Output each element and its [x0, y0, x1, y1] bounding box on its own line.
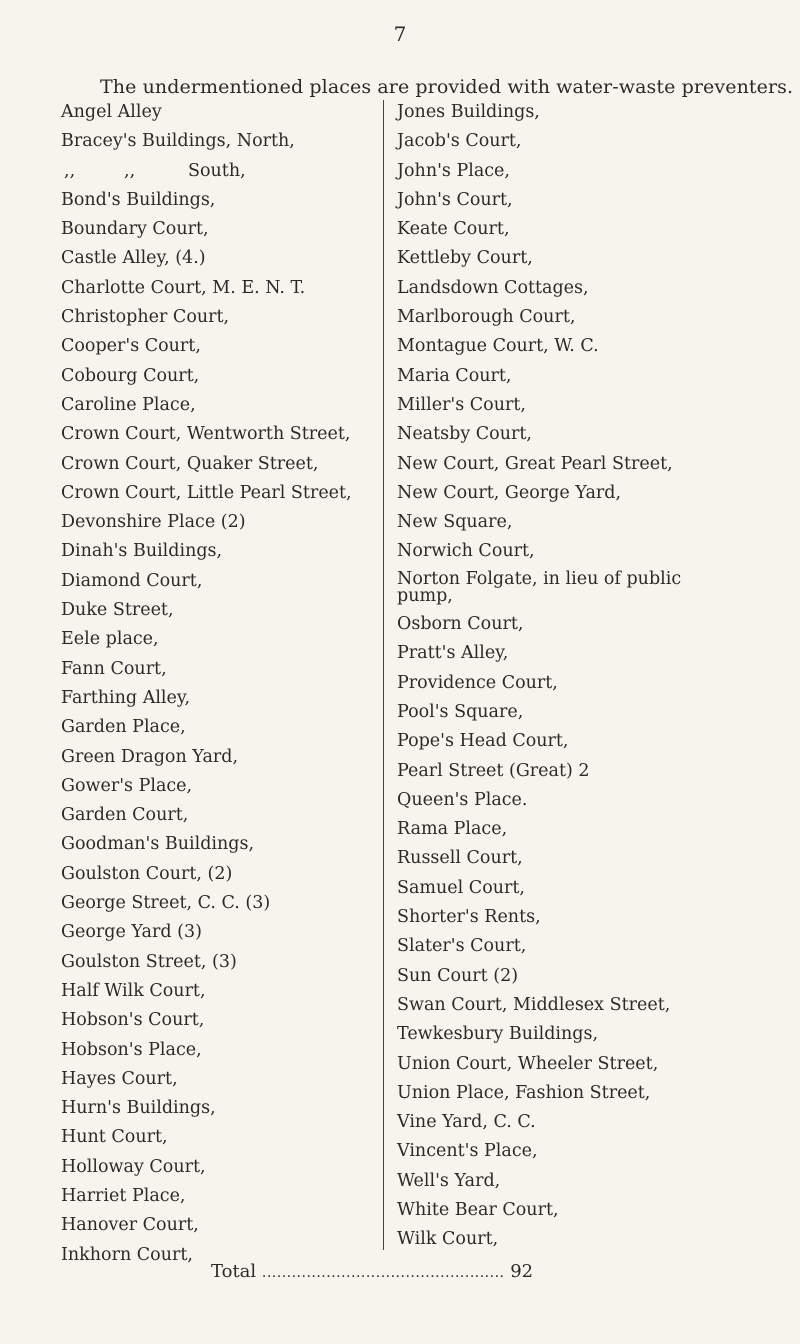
left-column-list-item: Garden Court, [61, 805, 189, 826]
total-value: 92 [510, 1261, 534, 1282]
total-line [211, 1261, 533, 1282]
left-column-list-item: Charlotte Court, M. E. N. T. [61, 277, 306, 298]
left-column-list-item: Dinah's Buildings, [61, 541, 223, 562]
left-column-list-item: Crown Court, Wentworth Street, [61, 424, 351, 445]
left-column-list-item: Gower's Place, [61, 775, 193, 796]
right-column-list-item: Shorter's Rents, [397, 907, 541, 928]
right-column-list-item: Jacob's Court, [397, 131, 522, 152]
left-column-list-item: Harriet Place, [61, 1185, 186, 1206]
right-column-list-item: John's Place, [397, 160, 510, 181]
right-column-list-item: Wilk Court, [397, 1229, 499, 1250]
total-leader-dots: ................................................. [261, 1265, 505, 1281]
left-column-list-item: Crown Court, Quaker Street, [61, 453, 319, 474]
left-column-list-item: Bond's Buildings, [61, 189, 216, 210]
left-column-list-item: Goodman's Buildings, [61, 834, 255, 855]
left-column-list-item: Bracey's Buildings, North, [61, 131, 295, 152]
right-column-list-item: Swan Court, Middlesex Street, [397, 994, 671, 1015]
right-column-list [397, 102, 742, 1259]
left-column-list-item: Hobson's Court, [61, 1010, 205, 1031]
left-column-list-item: George Yard (3) [61, 922, 202, 943]
right-column-list-item: Norton Folgate, in lieu of public pump, [397, 568, 682, 606]
right-column-list-item: New Court, Great Pearl Street, [397, 453, 673, 474]
left-column-list-item: Angel Alley [61, 102, 162, 122]
left-column-list-item: Devonshire Place (2) [61, 512, 246, 533]
right-column-list-item: Pearl Street (Great) 2 [397, 760, 590, 781]
right-column-list-item: Pope's Head Court, [397, 731, 569, 752]
left-column-list-item: Cooper's Court, [61, 336, 201, 357]
right-column-list-item: Neatsby Court, [397, 424, 532, 445]
left-column-list-item: Fann Court, [61, 658, 167, 679]
page-heading: The undermentioned places are provided with water-waste preventers. [100, 76, 794, 98]
right-column-list-item: Union Place, Fashion Street, [397, 1082, 651, 1103]
right-column-list-item: Sun Court (2) [397, 965, 519, 986]
left-column-list-item: Boundary Court, [61, 219, 209, 240]
left-column-list-item: Hobson's Place, [61, 1039, 202, 1060]
right-column-list-item: John's Court, [397, 189, 513, 210]
right-column-list-item: Pratt's Alley, [397, 643, 509, 664]
left-column-list-item [61, 161, 381, 181]
place-name: South, [188, 160, 246, 181]
right-column-list-item: Slater's Court, [397, 936, 527, 957]
right-column-list-item: Landsdown Cottages, [397, 277, 589, 298]
right-column-list-item: Pool's Square, [397, 701, 524, 722]
left-column-list-item: Goulston Street, (3) [61, 951, 237, 972]
total-label: Total [211, 1261, 257, 1282]
ditto-mark: ,, [124, 160, 136, 181]
right-column-list-item: Maria Court, [397, 365, 512, 386]
left-column-list-item: Hanover Court, [61, 1215, 199, 1236]
left-column-list-item: Half Wilk Court, [61, 980, 206, 1001]
column-divider [383, 100, 384, 1250]
right-column-list-item: Osborn Court, [397, 614, 524, 635]
right-column-list-item: Vine Yard, C. C. [397, 1112, 536, 1133]
left-column-list-item: Crown Court, Little Pearl Street, [61, 482, 352, 503]
ditto-mark: ,, [64, 160, 76, 181]
right-column-list-item: White Bear Court, [397, 1199, 559, 1220]
left-column-list-item: Holloway Court, [61, 1156, 206, 1177]
right-column-list-item: Jones Buildings, [397, 102, 540, 122]
left-column-list-item: Farthing Alley, [61, 687, 191, 708]
left-column-list-item: Garden Place, [61, 717, 186, 738]
left-column-list-item: Castle Alley, (4.) [61, 248, 206, 269]
right-column-list-item: Keate Court, [397, 219, 510, 240]
right-column-list-item: Well's Yard, [397, 1170, 501, 1191]
right-column-list-item: Kettleby Court, [397, 248, 533, 269]
right-column-list-item: Samuel Court, [397, 877, 525, 898]
right-column-list-item: Providence Court, [397, 672, 558, 693]
left-column-list-item: Cobourg Court, [61, 365, 200, 386]
right-column-list-item: Rama Place, [397, 819, 508, 840]
left-column-list-item: George Street, C. C. (3) [61, 893, 271, 914]
left-column-list-item: Duke Street, [61, 600, 174, 621]
left-column-list-item: Caroline Place, [61, 394, 196, 415]
right-column-list-item: New Square, [397, 512, 513, 533]
left-column-list-item: Inkhorn Court, [61, 1244, 193, 1265]
left-column-list [61, 102, 381, 1274]
right-column-list-item: Miller's Court, [397, 394, 526, 415]
right-column-list-item: Norwich Court, [397, 541, 535, 562]
left-column-list-item: Hunt Court, [61, 1127, 168, 1148]
right-column-list-item: New Court, George Yard, [397, 482, 622, 503]
right-column-list-item: Russell Court, [397, 848, 523, 869]
right-column-list-item: Union Court, Wheeler Street, [397, 1053, 659, 1074]
left-column-list-item: Hayes Court, [61, 1068, 178, 1089]
page-number: 7 [393, 22, 407, 46]
right-column-list-item: Vincent's Place, [397, 1141, 538, 1162]
left-column-list-item: Hurn's Buildings, [61, 1098, 216, 1119]
left-column-list-item: Goulston Court, (2) [61, 863, 233, 884]
left-column-list-item: Diamond Court, [61, 570, 203, 591]
left-column-list-item: Eele place, [61, 629, 159, 650]
left-column-list-item: Green Dragon Yard, [61, 746, 239, 767]
right-column-list-item: Tewkesbury Buildings, [397, 1024, 599, 1045]
right-column-list-item: Montague Court, W. C. [397, 336, 599, 357]
right-column-list-item: Marlborough Court, [397, 307, 576, 328]
right-column-list-item: Queen's Place. [397, 789, 528, 810]
left-column-list-item: Christopher Court, [61, 307, 230, 328]
